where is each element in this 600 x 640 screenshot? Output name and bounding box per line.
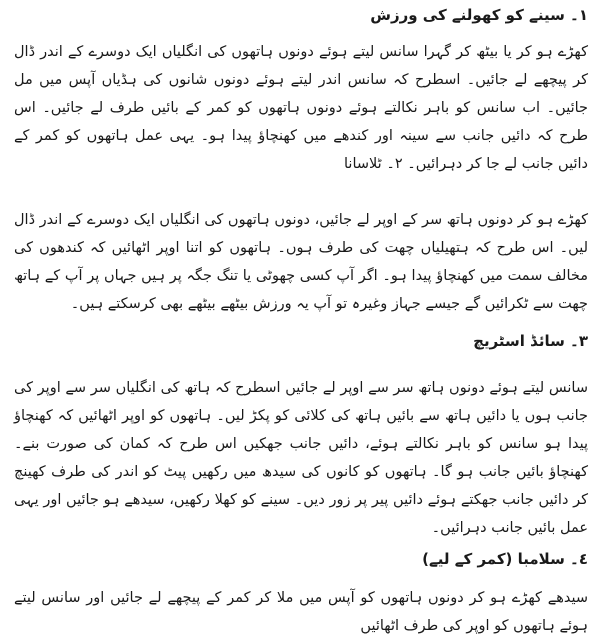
section-4-paragraph: سیدھے کھڑے ہو کر دونوں ہاتھوں کو آپس میں ملا کر کمر کے پیچھے لے جائیں اور سانس لیتے ہوئے ہاتھوں کو اوپر کی طرف اٹھائیں: [14, 590, 588, 634]
section-2-paragraph: کھڑے ہو کر دونوں ہاتھ سر کے اوپر لے جائیں، دونوں ہاتھوں کی انگلیاں ایک دوسرے کے اندر ڈال لیں۔ اس طرح کہ ہتھیلیاں چھت کی طرف ہوں۔ ہاتھوں کو اتنا اوپر اٹھائیں کہ کندھوں کی مخالف سمت میں کھنچاؤ پیدا ہو۔ اگر آپ کسی چھوٹی یا تنگ جگہ پر ہیں جہاں پر آپ کے ہاتھ چھت سے ٹکرائیں گے جیسے جہاز وغیرہ تو آپ یہ ورزش بیٹھے بیٹھے بھی کرسکتے ہیں۔: [14, 212, 588, 312]
section-4-heading: ٤۔ سلامبا (کمر کے لیے): [422, 550, 588, 568]
section-3-heading: ٣۔ سائڈ اسٹریچ: [473, 332, 588, 350]
section-1-heading: ١۔ سینے کو کھولنے کی ورزش: [370, 6, 588, 24]
section-1-paragraph: کھڑے ہو کر یا بیٹھ کر گہرا سانس لیتے ہوئے دونوں ہاتھوں کی انگلیاں ایک دوسرے کے اندر ڈال کر پیچھے لے جائیں۔ اسطرح کہ سانس اندر لیتے ہوئے دونوں شانوں کی ہڈیاں آپس میں مل جائیں۔ اب سانس کو باہر نکالتے ہوئے دونوں ہاتھوں کو کمر کے بائیں طرف لے جائیں۔ اس طرح کہ دائیں جانب سے سینہ اور کندھے میں کھنچاؤ پیدا ہو۔ یہی عمل ہاتھوں کو کمر کے دائیں جانب لے جا کر دہرائیں۔ ٢۔ ٹلاسانا: [14, 44, 588, 172]
section-3-paragraph: سانس لیتے ہوئے دونوں ہاتھ سر سے اوپر لے جائیں اسطرح کہ ہاتھ کی انگلیاں سر سے اوپر کی جانب ہوں یا دائیں ہاتھ سے بائیں ہاتھ کی کلائی کو پکڑ لیں۔ ہاتھوں کو اوپر اٹھائیں کہ کھنچاؤ پیدا ہو سانس کو باہر نکالتے ہوئے، دائیں جانب جھکیں اس طرح کہ کمان کی صورت بنے۔ کھنچاؤ بائیں جانب ہو گا۔ ہاتھوں کو کانوں کی سیدھ میں رکھیں پیٹ کو اندر کی طرف کھینچ کر دائیں جانب جھکتے ہوئے دائیں پیر پر زور دیں۔ سینے کو کھلا رکھیں، سیدھے ہو جائیں اور یہی عمل بائیں جانب دہرائیں۔: [14, 380, 588, 536]
